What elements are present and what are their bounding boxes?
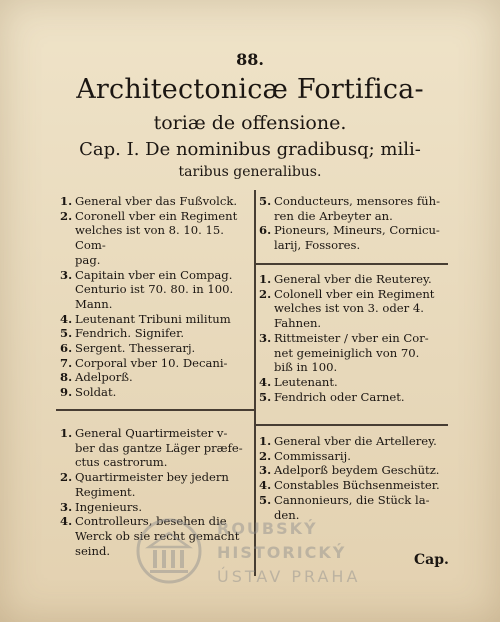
item-number: 4. bbox=[60, 311, 73, 326]
item-number bbox=[259, 316, 274, 331]
item-text: pag. bbox=[75, 252, 101, 267]
rank-list bbox=[259, 272, 447, 404]
list-item bbox=[60, 326, 250, 341]
item-number bbox=[259, 238, 274, 253]
list-item bbox=[259, 223, 447, 238]
item-text: Leutenant Tribuni militum bbox=[75, 311, 231, 326]
list-item bbox=[60, 470, 250, 485]
item-text: net gemeiniglich von 70. bbox=[274, 345, 420, 360]
item-text: Corporal vber 10. Decani- bbox=[75, 355, 228, 370]
item-text: Conducteurs, mensores füh- bbox=[274, 194, 440, 208]
item-number: 2. bbox=[60, 208, 73, 223]
item-number bbox=[60, 282, 75, 297]
library-watermark bbox=[135, 513, 395, 593]
list-item-continuation bbox=[259, 238, 447, 253]
list-item bbox=[259, 287, 447, 302]
item-text: Fendrich oder Carnet. bbox=[274, 389, 405, 404]
list-item bbox=[60, 500, 250, 515]
list-item-continuation bbox=[259, 301, 447, 316]
chapter-heading-line-2: taribus generalibus. bbox=[178, 164, 322, 180]
list-item-continuation bbox=[60, 297, 250, 312]
item-text: General vber die Artellerey. bbox=[274, 434, 437, 448]
item-number: 6. bbox=[259, 223, 272, 238]
list-item-continuation bbox=[259, 360, 447, 375]
page-subtitle: toriæ de offensione. bbox=[153, 112, 347, 134]
item-number: 4. bbox=[60, 514, 73, 529]
list-item-continuation bbox=[259, 346, 447, 361]
item-text: ber das gantze Läger præfe- bbox=[75, 440, 243, 455]
catchword: Cap. bbox=[414, 552, 449, 568]
item-text: Soldat. bbox=[75, 385, 117, 400]
item-number bbox=[60, 544, 75, 559]
item-text: Sergent. Thesserarj. bbox=[75, 341, 196, 356]
item-number bbox=[259, 360, 274, 375]
item-text: Fahnen. bbox=[274, 316, 322, 331]
list-item bbox=[60, 426, 250, 441]
item-text: Mann. bbox=[75, 296, 113, 311]
item-text: larij, Fossores. bbox=[274, 238, 361, 253]
watermark-line-1: ROUBSKÝ bbox=[217, 519, 318, 538]
item-number: 6. bbox=[60, 341, 73, 356]
item-text: den. bbox=[274, 507, 300, 522]
item-number bbox=[259, 209, 274, 224]
cavalry-ranks-list bbox=[259, 272, 447, 404]
item-number: 1. bbox=[60, 426, 73, 440]
item-text: Regiment. bbox=[75, 484, 136, 499]
item-number bbox=[60, 455, 75, 470]
item-number: 5. bbox=[60, 326, 73, 341]
section-divider-right-top bbox=[256, 263, 448, 265]
list-item-continuation bbox=[259, 316, 447, 331]
item-text: Adelporß. bbox=[75, 370, 133, 385]
list-item bbox=[60, 356, 250, 371]
item-number bbox=[60, 441, 75, 456]
item-number: 1. bbox=[259, 434, 272, 448]
item-number: 9. bbox=[60, 385, 73, 400]
list-item bbox=[259, 478, 447, 493]
list-item bbox=[60, 268, 250, 283]
item-text: General vber das Fußvolck. bbox=[75, 194, 238, 208]
list-item bbox=[259, 434, 447, 449]
item-number bbox=[259, 346, 274, 361]
item-number bbox=[60, 485, 75, 500]
list-item bbox=[259, 390, 447, 405]
rank-list bbox=[259, 194, 447, 253]
list-item-continuation bbox=[259, 209, 447, 224]
list-item bbox=[60, 312, 250, 327]
list-item bbox=[259, 272, 447, 287]
watermark-line-2: HISTORICKÝ bbox=[217, 543, 347, 562]
item-text: Colonell vber ein Regiment bbox=[274, 286, 435, 301]
item-text: Coronell vber ein Regiment bbox=[75, 208, 238, 223]
rank-list bbox=[60, 194, 250, 400]
engineering-staff-list bbox=[259, 194, 447, 253]
page-title: Architectonicæ Fortifica- bbox=[76, 74, 424, 105]
item-text: Commissarij. bbox=[274, 448, 351, 463]
chapter-heading bbox=[0, 139, 500, 183]
item-text: Quartirmeister bey jedern bbox=[75, 470, 229, 485]
chapter-heading-line-1: Cap. I. De nominibus gradibusq; mili- bbox=[79, 139, 421, 160]
item-text: Centurio ist 70. 80. in 100. bbox=[75, 282, 234, 297]
list-item bbox=[259, 463, 447, 478]
item-number: 2. bbox=[60, 470, 73, 485]
item-number bbox=[60, 253, 75, 268]
item-number: 1. bbox=[60, 194, 73, 208]
item-number: 4. bbox=[259, 374, 272, 389]
item-text: Leutenant. bbox=[274, 374, 338, 389]
item-number bbox=[60, 529, 75, 544]
page-number: 88. bbox=[236, 50, 264, 69]
item-number: 2. bbox=[259, 286, 272, 301]
item-number: 8. bbox=[60, 370, 73, 385]
list-item bbox=[60, 209, 250, 224]
infantry-ranks-list bbox=[60, 194, 250, 400]
item-text: General Quartirmeister v- bbox=[75, 426, 228, 440]
list-item bbox=[259, 375, 447, 390]
list-item-continuation bbox=[60, 282, 250, 297]
item-text: ctus castrorum. bbox=[75, 455, 168, 470]
item-number: 2. bbox=[259, 448, 272, 463]
list-item bbox=[60, 385, 250, 400]
item-number: 3. bbox=[60, 499, 73, 514]
item-text: Werck ob sie recht gemacht bbox=[75, 528, 240, 543]
item-text: Cannonieurs, die Stück la- bbox=[274, 492, 430, 507]
list-item-continuation bbox=[60, 485, 250, 500]
list-item-continuation bbox=[60, 455, 250, 470]
item-number: 7. bbox=[60, 355, 73, 370]
list-item-continuation bbox=[60, 223, 250, 252]
item-number bbox=[259, 301, 274, 316]
item-text: Ingenieurs. bbox=[75, 499, 143, 514]
list-item bbox=[259, 449, 447, 464]
section-divider-right-mid bbox=[256, 424, 448, 426]
item-number: 3. bbox=[60, 267, 73, 282]
artillery-ranks-list bbox=[259, 434, 447, 522]
item-text: Pioneurs, Mineurs, Cornicu- bbox=[274, 223, 440, 238]
item-number: 4. bbox=[259, 478, 272, 493]
list-item-continuation bbox=[60, 253, 250, 268]
item-number: 5. bbox=[259, 389, 272, 404]
list-item bbox=[259, 331, 447, 346]
item-text: seind. bbox=[75, 543, 111, 558]
item-number: 1. bbox=[259, 272, 272, 286]
item-text: ren die Arbeyter an. bbox=[274, 208, 393, 223]
item-number: 5. bbox=[259, 194, 272, 208]
item-number bbox=[60, 223, 75, 252]
item-text: Rittmeister / vber ein Cor- bbox=[274, 330, 429, 345]
list-item-continuation bbox=[60, 441, 250, 456]
item-text: welches ist von 3. oder 4. bbox=[274, 301, 424, 316]
item-text: Capitain vber ein Compag. bbox=[75, 267, 233, 282]
list-item bbox=[60, 194, 250, 209]
item-text: Constables Büchsenmeister. bbox=[274, 478, 440, 493]
list-item bbox=[60, 370, 250, 385]
institute-logo-icon bbox=[135, 517, 203, 585]
item-text: Controlleurs, besehen die bbox=[75, 514, 227, 529]
list-item bbox=[60, 341, 250, 356]
item-number bbox=[60, 297, 75, 312]
item-number: 3. bbox=[259, 463, 272, 478]
section-divider-left bbox=[56, 409, 254, 411]
rank-list bbox=[259, 434, 447, 522]
list-item bbox=[259, 493, 447, 508]
item-text: Fendrich. Signifer. bbox=[75, 326, 185, 341]
item-number: 5. bbox=[259, 492, 272, 507]
item-number: 3. bbox=[259, 330, 272, 345]
item-text: biß in 100. bbox=[274, 360, 338, 375]
item-text: welches ist von 8. 10. 15. Com- bbox=[75, 223, 224, 253]
watermark-line-3: ÚSTAV PRAHA bbox=[217, 567, 361, 586]
item-text: General vber die Reuterey. bbox=[274, 272, 432, 286]
item-text: Adelporß beydem Geschütz. bbox=[274, 463, 440, 478]
list-item bbox=[259, 194, 447, 209]
